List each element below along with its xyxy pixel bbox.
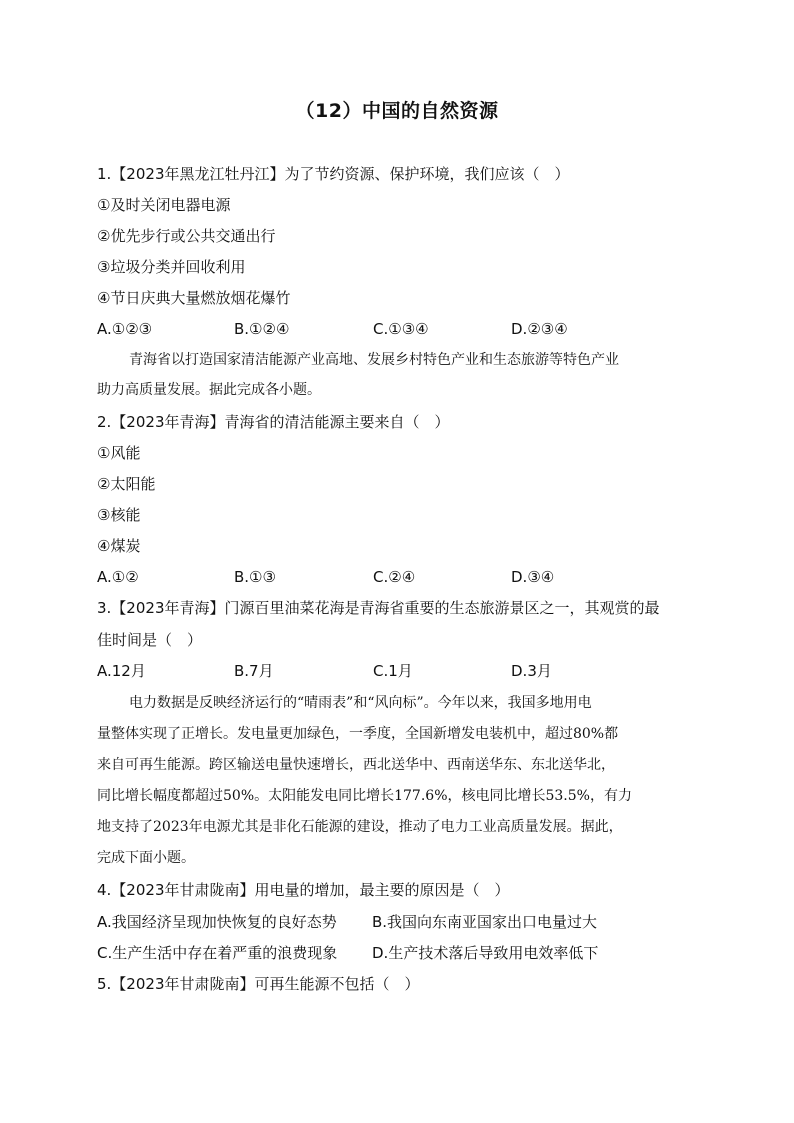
- question-2-stem: 2.【2023年青海】青海省的清洁能源主要来自（ ）: [97, 413, 450, 431]
- option-a: A.我国经济呈现加快恢复的良好态势: [97, 913, 337, 931]
- option-c: C.生产生活中存在着严重的浪费现象: [97, 944, 338, 962]
- reading-passage-2: [97, 693, 697, 868]
- option-a: A.①②: [97, 568, 139, 586]
- option-c: C.①③④: [373, 320, 429, 338]
- page-title: （12）中国的自然资源: [295, 100, 499, 122]
- question-3-stem-continued: 佳时间是（ ）: [97, 631, 203, 649]
- passage-line: 同比增长幅度都超过50%。太阳能发电同比增长177.6%，核电同比增长53.5%，有力: [97, 788, 632, 804]
- question-2-item: ③核能: [97, 506, 141, 524]
- passage-line: 来自可再生能源。跨区输送电量快速增长，西北送华中、西南送华东、东北送华北，: [97, 757, 615, 773]
- option-d: D.②③④: [511, 320, 568, 338]
- option-d: D.3月: [511, 662, 552, 680]
- option-c: C.②④: [373, 568, 416, 586]
- option-a: A.①②③: [97, 320, 153, 338]
- question-4-stem: 4.【2023年甘肃陇南】用电量的增加，最主要的原因是（ ）: [97, 881, 510, 899]
- question-2-item: ④煤炭: [97, 537, 141, 555]
- passage-line: 地支持了2023年电源尤其是非化石能源的建设，推动了电力工业高质量发展。据此，: [97, 819, 623, 835]
- passage-line: 助力高质量发展。据此完成各小题。: [97, 382, 321, 398]
- passage-line: 量整体实现了正增长。发电量更加绿色，一季度，全国新增发电装机中，超过80%都: [97, 726, 619, 742]
- passage-line: 完成下面小题。: [97, 850, 195, 866]
- passage-line: 电力数据是反映经济运行的“晴雨表”和“风向标”。今年以来，我国多地用电: [129, 695, 592, 711]
- option-b: B.①②④: [234, 320, 290, 338]
- question-1-item: ①及时关闭电器电源: [97, 196, 231, 214]
- passage-line: 青海省以打造国家清洁能源产业高地、发展乡村特色产业和生态旅游等特色产业: [129, 352, 619, 368]
- question-1-stem: 1.【2023年黑龙江牡丹江】为了节约资源、保护环境，我们应该（ ）: [97, 165, 570, 183]
- option-c: C.1月: [373, 662, 413, 680]
- option-d: D.③④: [511, 568, 555, 586]
- option-b: B.7月: [234, 662, 274, 680]
- option-a: A.12月: [97, 662, 146, 680]
- option-b: B.我国向东南亚国家出口电量过大: [372, 913, 598, 931]
- option-b: B.①③: [234, 568, 276, 586]
- question-1-item: ④节日庆典大量燃放烟花爆竹: [97, 289, 291, 307]
- question-2-item: ①风能: [97, 444, 141, 462]
- option-d: D.生产技术落后导致用电效率低下: [372, 944, 599, 962]
- question-1-item: ③垃圾分类并回收利用: [97, 258, 246, 276]
- question-5-stem: 5.【2023年甘肃陇南】可再生能源不包括（ ）: [97, 975, 420, 993]
- question-3-stem: 3.【2023年青海】门源百里油菜花海是青海省重要的生态旅游景区之一，其观赏的最: [97, 599, 660, 617]
- reading-passage-1: [97, 350, 697, 400]
- question-2-item: ②太阳能: [97, 475, 156, 493]
- question-1-item: ②优先步行或公共交通出行: [97, 227, 276, 245]
